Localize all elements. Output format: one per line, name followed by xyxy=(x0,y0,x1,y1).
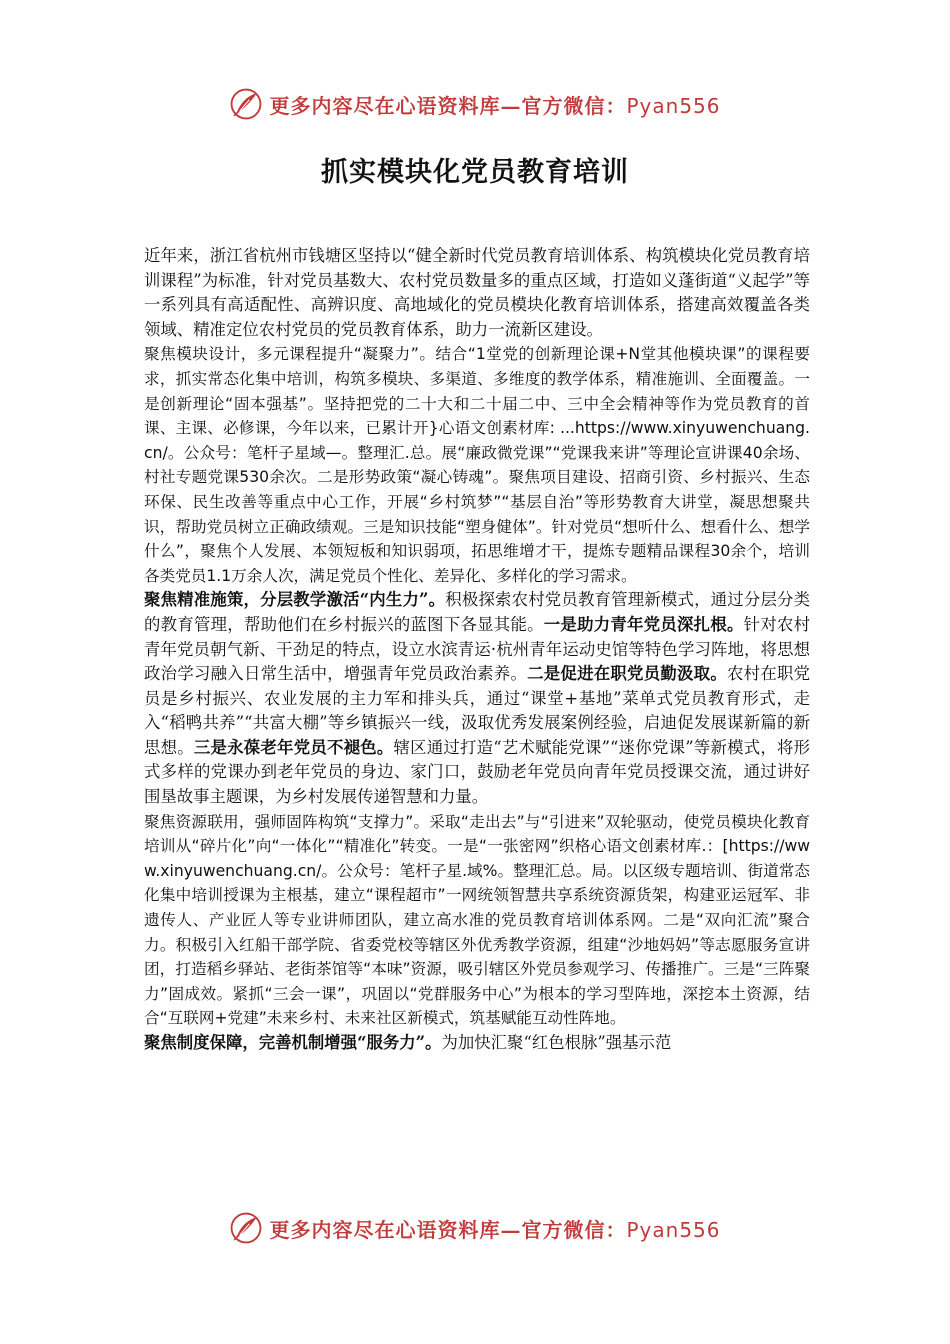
top-watermark-banner xyxy=(0,84,950,124)
banner-label: 更多内容尽在心语资料库—官方微信： xyxy=(269,1217,627,1242)
point-heading: 三是永葆老年党员不褪色。 xyxy=(193,737,394,757)
point-heading: 二是促进在职党员勤汲取。 xyxy=(527,664,727,684)
page-title: 抓实模块化党员教育培训 xyxy=(321,157,629,188)
paragraph-text: 辖区通过打造“艺术赋能党课”“迷你党课”等新模式，将形式多样的党课办到老年党员的身边、家门口，鼓励老年党员向青年党员授课交流，通过讲好围垦故事主题课，为乡村发展传递智慧和力量。 xyxy=(144,737,811,807)
paragraph-system-guarantee xyxy=(144,1031,810,1056)
paragraph-text: 积极探索农村党员教育管理新模式，通过分层分类的教育管理，帮助他们在乡村振兴的蓝图下各显其能。 xyxy=(144,590,811,634)
section-heading: 聚焦制度保障，完善机制增强“服务力”。 xyxy=(144,1033,442,1052)
banner-wechat-id: Pyan556 xyxy=(626,1217,721,1242)
banner-label: 更多内容尽在心语资料库—官方微信： xyxy=(269,93,627,118)
banner-text xyxy=(269,90,720,119)
feather-pen-logo-icon xyxy=(229,1211,263,1245)
paragraph-precise-policy xyxy=(144,588,810,809)
paragraph-text: 为加快汇聚“红色根脉”强基示范 xyxy=(441,1033,672,1052)
paragraph-intro: 近年来，浙江省杭州市钱塘区坚持以“健全新时代党员教育培训体系、构筑模块化党员教育培训课程”为标准，针对党员基数大、农村党员数量多的重点区域，打造如义蓬街道“义起学”等一系列具有高适配性、高辨识度、高地域化的党员模块化教育培训体系，搭建高效覆盖各类领域、精准定位农村党员的党员教育体系，助力一流新区建设。 xyxy=(144,246,810,339)
document-body xyxy=(144,244,810,1056)
feather-pen-logo-icon xyxy=(229,87,263,121)
point-heading: 一是助力青年党员深扎根。 xyxy=(543,614,744,634)
section-heading: 聚焦精准施策，分层教学激活“内生力”。 xyxy=(144,590,446,610)
bottom-watermark-banner xyxy=(0,1208,950,1248)
paragraph-text: 农村在职党员是乡村振兴、农业发展的主力军和排头兵，通过“课堂+基地”菜单式党员教育形式，走入“稻鸭共养”“共富大棚”等乡镇振兴一线，汲取优秀发展案例经验，启迪促发展谋新篇的新思想。 xyxy=(144,664,811,757)
paragraph-text: 针对农村青年党员朝气新、干劲足的特点，设立水滨青运·杭州青年运动史馆等特色学习阵地，将思想政治学习融入日常生活中，增强青年党员政治素养。 xyxy=(144,614,811,684)
banner-text xyxy=(269,1214,720,1243)
banner-wechat-id: Pyan556 xyxy=(626,93,721,118)
paragraph-module-design: 聚焦模块设计，多元课程提升“凝聚力”。结合“1堂党的创新理论课+N堂其他模块课”的课程要求，抓实常态化集中培训，构筑多模块、多渠道、多维度的教学体系，精准施训、全面覆盖。一是创新理论“固本强基”。坚持把党的二十大和二十届二中、三中全会精神等作为党员教育的首课、主课、必修课，今年以来，已累计开}心语文创素材库: ...https://www.xinyuwenchuang.cn/。公众号：笔杆子星域—。整理汇.总。展“廉政微党课”“党课我来讲”等理论宣讲课40余场、村社专题党课530余次。二是形势政策“凝心铸魂”。聚焦项目建设、招商引资、乡村振兴、生态环保、民生改善等重点中心工作，开展“乡村筑梦”“基层自治”等形势教育大讲堂，凝思想聚共识，帮助党员树立正确政绩观。三是知识技能“塑身健体”。针对党员“想听什么、想看什么、想学什么”，聚焦个人发展、本领短板和知识弱项，拓思维增才干，提炼专题精品课程30余个，培训各类党员1.1万余人次，满足党员个性化、差异化、多样化的学习需求。 xyxy=(144,345,810,585)
paragraph-resource-sharing: 聚焦资源联用，强师固阵构筑“支撑力”。采取“走出去”与“引进来”双轮驱动，使党员模块化教育培训从“碎片化”向“一体化”“精准化”转变。一是“一张密网”织格心语文创素材库.：[https://www.xinyuwenchuang.cn/。公众号：笔杆子星.域%。整理汇总。局。以区级专题培训、街道常态化集中培训授课为主根基，建立“课程超市”一网统领智慧共享系统资源货架，构建亚运冠军、非遗传人、产业匠人等专业讲师团队，建立高水准的党员教育培训体系网。二是“双向汇流”聚合力。积极引入红船干部学院、省委党校等辖区外优秀教学资源，组建“沙地妈妈”等志愿服务宣讲团，打造稻乡驿站、老街茶馆等“本味”资源，吸引辖区外党员参观学习、传播推广。三是“三阵聚力”固成效。紧抓“三会一课”，巩固以“党群服务中心”为根本的学习型阵地，深挖本土资源，结合“互联网+党建”未来乡村、未来社区新模式，筑基赋能互动性阵地。 xyxy=(144,812,810,1028)
